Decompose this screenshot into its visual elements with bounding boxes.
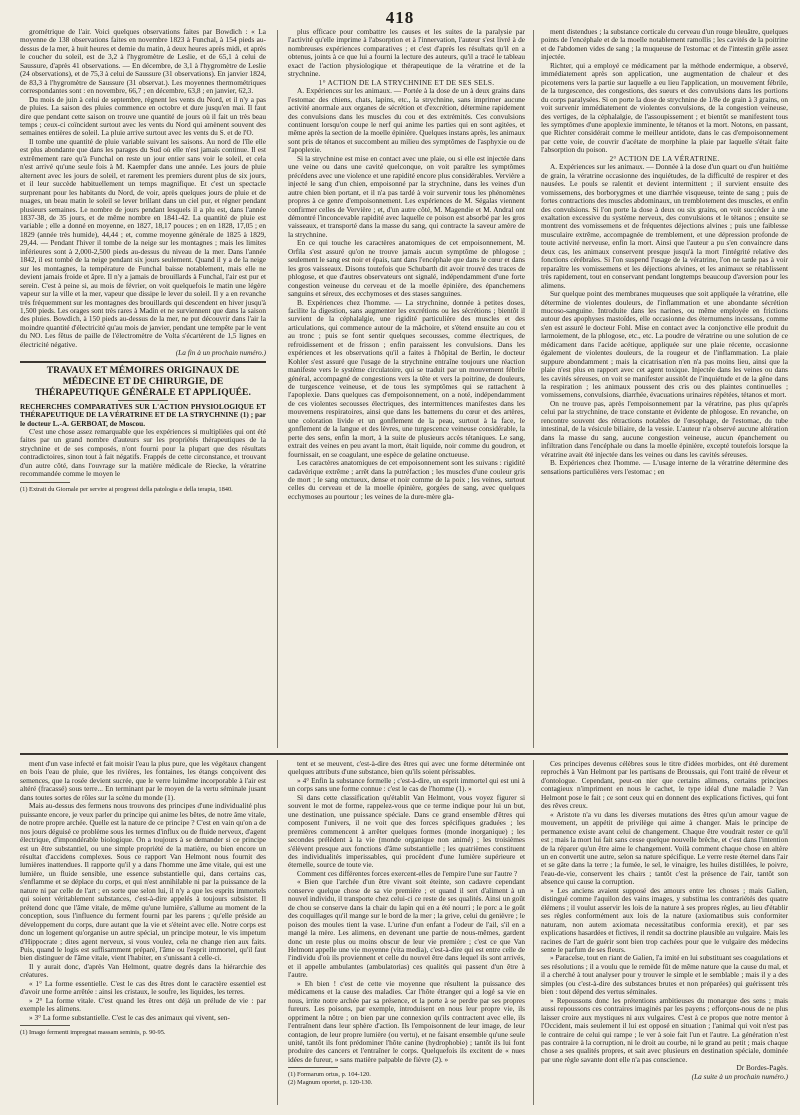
paragraph: Il y aurait donc, d'après Van Helmont, quatre degrés dans la hiérarchie des créatures. [20,961,266,980]
column-rule [533,30,534,748]
short-rule [118,400,168,401]
column-rule [277,30,278,748]
paragraph: A. Expériences sur les animaux. — Portée à la dose de un à deux grains dans l'estomac des chiens, chats, lapins, etc., la strychnine, sans imprimer aucune activité anormale aux organes de sécrétion et d'excrétion, détermine rapidement des convulsions dans les muscles du cou et des extrémités. Ces convulsions continuent lorsqu'on coupe le nerf qui anime les parties qui en sont agitées, et même après la section de la moelle épinière. Quelques instans après, les animaux sont pris de tétanos et succombent au milieu des symptômes de l'asphyxie ou de l'apoplexie. [288,86,525,155]
subsection-heading: 1° ACTION DE LA STRYCHNINE ET DE SES SELS. [318,77,495,87]
footnote-rule [20,482,70,483]
paragraph: « Aristote n'a vu dans les diverses mutations des êtres qu'un amour vague de mouvement, un appétit de privilège qui aime à changer. Mais le principe de permanence existe avant celui de changement. Chaque être voudrait rester ce qu'il est ; mais la mort lui fait sans cesse quelque nouvelle brèche, et c'est dans l'intention de la réparer qu'un être aime le changement. Voilà comment chaque chose en altère un en convertit une autre, selon sa nature spécifique. Le verre reste éternel dans l'air et se gâte dans la terre ; la fumée, le sel, le vinaigre, les huiles distillées, le poivre, l'eau-de-vie, conservent les chairs ; tantôt c'est la présence de l'air, tantôt son absence qui cause la corruption. [541,809,788,887]
paragraph: Si dans cette classification qu'établit Van Helmont, vous voyez figurer si souvent le mot de forme, rappelez-vous que ce terme indique pour lui un but, une destination, une puissance spéciale. Dans ce grand ensemble d'êtres qui composent l'univers, il ne voit que des forces spécifiques graduées ; les premières commencent à arrêter quelques formes (monde inorganique) ; les secondes prélèdent à la vie (monde organique non animé) ; les troisièmes s'élèvent presque aux fonctions d'âme substantielle ; les quatrièmes constituent des individualités imperissables, qui procèdent d'une lumière supérieure et éternelle, source de toute vie. [288,792,525,870]
paragraph: ment distendues ; la substance corticale du cerveau d'un rouge bleuâtre, quelques points de l'encéphale et de la moelle notablement ramollis ; les cavités de la poitrine et de l'abdomen vides de sang ; la muqueuse de l'estomac et de l'intestin grêle assez injectée. [541,28,788,62]
paragraph: B. Expériences chez l'homme. — La strychnine, donnée à petites doses, facilite la digestion, sans augmenter les excrétions ou les sécrétions ; bientôt il survient de la céphalalgie, une rigidité particulière des muscles et des articulations, qui commence autour de la mâchoire, et s'étend ensuite au cou et au tronc ; puis se font sentir quelques secousses, comme électriques, de refroidissement et de frisson ; enfin paraissent les convulsions. Dans les expériences et les observations qu'il a faites à l'hôpital de Berlin, le docteur Kohler s'est assuré que l'usage de la strychnine entraîne toujours une réaction manifeste vers le système circulatoire, qui se traduit par un mouvement fébrile général, accompagné de congestions vers la tête et vers la poitrine, de douleurs, de turgescence veineuse, et de tous les symptômes qui se rattachent à l'apoplexie. Dans quelques cas d'empoisonnement, on a noté, indépendamment de ces violentes secousses électriques, des intermittences manifestes dans les mouvemens respiratoires, ainsi que dans les battemens du cœur et des artères, une coloration livide et un gonflement de la peau, surtout à la face, le gonflement de la langue et des lèvres, une turgescence veineuse considérable, la perte des sens, enfin la mort, à la suite de plusieurs accès tétaniques. Le sang, extrait des veines en peu avant la mort, était liquide, noir comme du goudron, et fournissait, en se coagulant, une espèce de gelatine onctueuse. [288,297,525,459]
paragraph: Richter, qui a employé ce médicament par la méthode endermique, a observé, immédiatement après son application, une augmentation de chaleur et des picotemens vers la partie sur laquelle a eu lieu l'application, un mouvement fébrile, de la turgescence, des congestions, des sueurs et des convulsions dans les portions du corps paralysées. Si on porte la dose de strychnine de 1/8e de grain à 3 grains, on voit survenir immédiatement de violentes convulsions, de la congestion veineuse, des vertiges, de la céphalalgie, de l'assoupissement ; et bientôt se manifestent tous les symptômes d'une apoplexie imminente, le tétanos et la mort. Notons, en passant, que Richter considérait comme le meilleur antidote, dans le cas d'empoisonnement par cette voie, de couvrir d'acétate de morphine la plaie par laquelle s'était faite l'absorption du poison. [541,60,788,155]
paragraph: Sur quelque point des membranes muqueuses que soit appliquée la vératrine, elle détermine de violentes douleurs, de l'inflammation et une abondante sécrétion mucoso-sanguine. Introduite dans les narines, ou même employée en frictions autour des apophyses mastoïdes, elle occasionne des éternumens incessans, comme s'en est assuré le docteur Fohl. Mise en contact avec la conjonctive elle produit du larmoiement, de la phlogose, etc., etc. La poudre de vératrine ou une solution de ce médicament dans l'acide acétique, appliquée sur une plaie récente, occasionne également de violentes douleurs, de la rougeur et de l'inflammation. La plaie suppure abondamment ; mais la cicatrisation n'en n'a pas moins lieu, ainsi que la plaie n'est plus en rapport avec cet agent toxique. Injectée dans les veines ou dans les cavités séreuses, on voit se manifester aussitôt de l'inquiétude et de la gêne dans la respiration ; les animaux poussent des cris ou des plaintes continuelles ; vomissemens, convulsions, diarrhée, évacuations urinaires répétées, tétanos et mort. [541,289,788,400]
column-3-upper [541,28,788,750]
footnote: (1) Extrait du Giornale per servire ai progressi della patologia e della terapia, 1840. [20,485,233,493]
article-title: RECHERCHES COMPARATIVES SUR L'ACTION PHYSIOLOGIQUE ET THÉRAPEUTIQUE DE LA VÉRATRINE ET DE LA STRYCHNINE (1) ; par le docteur L.-A. GERBOAT, de Moscou. [20,401,266,428]
paragraph: Du mois de juin à celui de septembre, règnent les vents du Nord, et il n'y a pas de pluies. La saison des pluies commence en octobre et dure jusqu'en mai. Il faut dire que pendant cette saison on trouve une quantité de jours où il fait un très beau temps ; ceux-ci coïncident surtout avec les vents du Nord qui amènent souvent des semaines entières de soleil. La pluie arrive surtout avec les vents du S. et de l'O. [20,94,266,138]
paragraph: Il tombe une quantité de pluie variable suivant les saisons. Au nord de l'île elle est plus abondante que dans les parages du Sud où elle n'est jamais continue. Il est extrêmement rare qu'à Funchal on reste un jour entier sans voir le soleil, et cela n'est arrivé qu'une seule fois à M. Kaempfer dans une année. Les jours de pluie alternent avec les jours de soleil, et rarement les premiers durent plus de six jours, et il leur succède habituellement un temps magnifique. Et c'est un spectacle surprenant pour les habitants du Nord, de voir, après quelques jours de pluie et de nuages, un beau matin le soleil se lever brillant dans un ciel pur, et régner pendant plusieurs semaines. Le nombre de jours pendant lesquels il a plu est, dans l'année 1837-38, de 35 jours, et de même nombre en 1841-42. La quantité de pluie est variable ; elle a donné en moyenne, en 1827, 18,17 pouces ; en en 1828, 17,05 ; en 1829 (année très humide), 44,44 ; et, comme moyenne générale de 1825 à 1829, 29,44. — Pendant l'hiver il tombe de la neige sur les montagnes ; mais les limites inférieures sont à 2,000-2,500 pieds au-dessus du niveau de la mer. Dans l'année 1842, il est tombé de la neige pendant six jours seulement. Quand il y a de la neige sur les montagnes, la température de Funchal baisse notablement, mais elle ne devient jamais froide et âpre. Il n'y a jamais de brouillards à Funchal, l'air est pur et serein. C'est à peine si, au mois de février, on voit quelquefois le matin une légère vapeur sur la ville et la mer, vapeur que dissipe le lever du soleil. Il y a en revanche très fréquemment sur les montagnes des brouillards qui descendent en hiver jusqu'à 1,500 pieds. Les orages sont très rares à Madin et ne surviennent que dans la saison des pluies. Bowdich, à 150 pieds au-dessus de la mer, ne put découvrir dans l'air la moindre quantité d'électricité qu'au mois de janvier, pendant une tempête par le vent du NO. Les fêtus de paille de l'électromètre de Volta s'écartèrent de 1,5 lignes en électricité négative. [20,136,266,349]
paragraph: A. Expériences sur les animaux. — Donnée à la dose d'un quart ou d'un huitième de grain, la vératrine occasionne des inquiétudes, de la difficulté de respirer et des nausées. Le pouls se ralentit et devient intermittent ; il survient ensuite des vomissemens, des borborygmes et une diarrhée visqueuse, teinte de sang ; puis de fortes contractions des muscles abdominaux, un tremblotement des muscles, et enfin des convulsions. Si l'on porte la dose à deux ou six grains, on voit succéder à une exaltation excessive du système nerveux, des convulsions et le tétanos ; ensuite se montrent des vomissemens et de fréquentes déjections alvines ; puis une faiblesse musculaire extrême, accompagnée de tremblement, et une dépression profonde de toute activité nerveuse, enfin la mort. Ainsi que l'auteur a pu s'en convaincre dans deux cas, les animaux conservent presque jusqu'à la mort l'intégrité relative des fonctions cérébrales. Si l'on suspend l'usage de la vératrine, l'on ne tarde pas à voir reparaître les vomissemens et les déjections alvines, et les animaux se rétablissent très rapidement, tout en conservant pendant longtemps beaucoup d'aversion pour les alimens. [541,162,788,290]
paragraph: » Repoussons donc les prétentions ambitieuses du monarque des sens ; mais aussi repoussons ces contraires imaginés par les payens ; efforçons-nous de ne plus laisser croire aux mystiques ni aux vulgaires. C'est à ce propos que notre mentor à l'Occident, mais seulement il lui est opposé en situation ; l'animal qui voit n'est pas le contraire de celui qui rampe ; le ver à soie fait l'un et l'autre. La génération n'est pas contraire à la corruption, ni le droit au courbe, ni le grand au petit ; mais chaque chose a ses qualités propres, et sait avec plusieurs en destination spéciale, dominée par une règle savante dont elle n'a pas conscience. [541,995,788,1064]
paragraph: ment d'un vase infecté et fait moisir l'eau la plus pure, que les végétaux changent en bois l'eau de pluie, que les rivières, les fontaines, les étangs conçoivent des semences, que la rosée devient sucrée, que le verre luimême incorporable à l'air est altéré (fracassé) sous terre... En terminant par le moyen de la vertu séminale jusant dans toutes sortes de rôles sur la scène du monde (1). [20,760,266,802]
footnote-rule [288,1067,338,1068]
paragraph: » Les anciens avaient supposé des amours entre les choses ; mais Galien, distingué comme l'aquilon des vains images, y substitua les contrariétés des quatre élémens ; il voulut asservir les lois de la nature à ses propres règles, au lieu d'établir ses règles conformément aux lois de la nature (axiomatibus suis conformiter naturam, non autem axiomata necessitatibus conformia erexit), et par ses explications hasardées et fictives, il rendit sa doctrine plausible au vulgaire. Mais les racines de l'art de guérir sont bien trop cachées pour que le vulgaire des médecins sente le parfum de ses fleurs. [541,885,788,954]
paragraph: B. Expériences chez l'homme. — L'usage interne de la vératrine détermine des sensations particulières vers l'estomac ; en [541,458,788,476]
column-1-upper [20,28,266,750]
footnote: (2) Magnum oportet, p. 120-130. [288,1078,373,1086]
column-2-lower [288,760,525,1105]
paragraph: grométrique de l'air. Voici quelques observations faites par Bowdich : « La moyenne de 138 observations faites en novembre 1823 à Funchal, à 154 pieds au-dessus de la mer, à huit heures et demie du matin, à deux heures après midi, et après le coucher du soleil, est de 3,2 à l'hygromètre de Leslie, et de 65,1 à celui de Saussure, d'après 41 observations. — En décembre, de 3,1 à l'hygromètre de Leslie (24 observations), et de 75,3 à celui de Saussure (31 observations). En janvier 1824, de 83,3 à l'hygromètre de Saussure (31 observat.). Les moyennes thermométriques correspondantes sont : en novembre, 66,7 ; en décembre, 63,8 ; en janvier, 62,3. [20,28,266,96]
section-title: TRAVAUX ET MÉMOIRES ORIGINAUX DE MÉDECINE ET DE CHIRURGIE, DE THÉRAPEUTIQUE GÉNÉRALE ET APPLIQUÉE. [35,364,251,398]
paragraph: » Paracelse, tout en riant de Galien, l'a imité en lui substituant ses coagulations et ses résolutions ; il a voulu que le remède fût de même nature que la cause du mal, et il a cherché à tout analyser pour y trouver le simple et le semblable ; mais il y a des simples (ou c'est-à-dire des substances brutes et non préparées) qui guérissent très bien : tout dépend des vertus séminales. [541,953,788,997]
footnote: (1) Formarum ortus, p. 104-120. [288,1071,371,1079]
section-rule [20,361,266,363]
column-rule [277,760,278,1105]
half-page-rule [20,753,788,755]
column-1-lower [20,760,266,1105]
page-number: 418 [385,8,415,27]
paragraph: plus efficace pour combattre les causes et les suites de la paralysie par l'activité qu'elle imprime à l'absorption et à l'innervation, l'auteur s'est livré à de nombreuses expériences comparatives ; et c'est d'après les résultats qu'il en a obtenus, joints à ce que lui a fourni la lecture des auteurs, qu'il a tracé le tableau exact de l'action physiologique et thérapeutique de la vératrine et de la strychnine. [288,28,525,79]
paragraph: » 3° La forme substantielle. C'est le cas des animaux qui vivent, sen- [29,1012,230,1022]
subsection-heading: 2° ACTION DE LA VÉRATRINE. [609,153,720,163]
column-2-upper [288,28,525,750]
paragraph: « 1° La forme essentielle. C'est le cas des êtres dont le caractère essentiel est d'avoir une forme arrêtée : ainsi les cristaux, le soufre, les liquides, les terres. [20,978,266,997]
paragraph: » Eh bien ! c'est de cette vie moyenne que résultent la puissance des médicamens et la cause des maladies. Car l'hôte étranger qui a logé sa vie en nous, irrite notre archée par sa présence, et la porte à se perdre par ses propres fureurs. Les poisons, par exemple, introduisent en nous leur propre vie, ils oppriment la nôtre ; on bien par une connexion qu'ils contractent avec elle, ils l'entraînent dans leur sphère d'action. Ils l'empoisonnent de leur image, de leur contagion, de leur propre lumière (ou vertu), et ne faisant ensemble qu'une seule unité, tantôt ils font prédominer l'hôte canine (hydrophobie) ; tantôt ils lui font produire des cancers et l'entraîner le corps. Quelquefois ils excitent de « nues idées de fureur, » sans matière palpable de fièvre (2). » [288,978,525,1064]
paragraph: tent et se meuvent, c'est-à-dire des êtres qui avec une forme déterminée ont quelques attributs d'une substance, bien qu'ils soient périssables. [288,760,525,777]
paragraph: Les caractères anatomiques de cet empoisonnement sont les suivans : rigidité cadavérique extrême ; arrêt dans la putréfaction ; les muscles d'une couleur gris de mort ; le sang onctueux, dense et noir comme de la poix ; les veines, surtout celles du cerveau et de la moelle épinière, gorgées de sang, avec quelques ecchymoses au pourtour ; les veines de la dure-mère gla- [288,458,525,501]
paragraph: En ce qui touche les caractères anatomiques de cet empoisonnement, M. Orfila s'est assuré qu'on ne trouve jamais aucun symptôme de phlogose ; seulement le sang est noir et épais, tant dans l'encéphale que dans le cœur et dans les gros vaisseaux. Disons toutefois que Schubarth dit avoir trouvé des traces de phlogose, et que d'autres observateurs ont signalé, indépendamment d'une forte congestion veineuse du cerveau et de la moelle épinière, des épanchemens sanguins et séreux, des ecchymoses et des stases sanguines. [288,238,525,299]
author-signature: Dr Bordes-Pagès. [736,1063,788,1073]
paragraph: « Bien que l'archée d'un être vivant soit éteinte, son cadavre cependant conserve quelque chose de sa vie première ; et quand il sert d'aliment à un nouvel individu, il transporte chez celui-ci ce reste de ses qualités. Ainsi un goût de chou se conserve dans la chair du lapin qui en a été nourri ; le porc a le goût des coquillages qu'il mange sur le bord de la mer ; la grive, celui du genièvre ; le poison des moules tient la vase. L'urine d'un enfant a l'odeur de l'ail, s'il en a mangé la mère. Les alimens, en devenant une partie de nous-mêmes, gardent donc un reste plus ou moins obscur de leur vie première ; c'est ce que Van Helmont appelle une vie moyenne (vita media), c'est-à-dire qui est entre celle de l'individu d'où ils proviennent et celle du nouvel être dans lequel ils sont arrivés, et il appelle ambulantes (ambulatorias) ces qualités qui passent d'un être à l'autre. [288,877,525,980]
paragraph: Comment ces différentes forces exercent-elles de l'empire l'une sur l'autre ? [297,868,518,878]
paragraph: » 2° La forme vitale. C'est quand les êtres ont déjà un prélude de vie : par exemple les alimens. [20,995,266,1014]
paragraph: Ces principes devenus célèbres sous le titre d'idées morbides, ont été durement reprochés à Van Helmont par les partisans de Broussais, qui l'ont traité de rêveur et d'ontologue. Cependant, peut-on nier que certains alimens, certains principes contagieux n'impriment en nous le cachet, le type idéal d'une maladie ? Van Helmont pose le fait ; ce sont ceux qui en donnent des explications fictives, qui font des rêves creux. [541,760,788,811]
paragraph: Mais au-dessus des fermens nous trouvons des principes d'une individualité plus puissante encore, je veux parler du principe qui anime les bêtes, de notre âme vitale, de notre propre archée. Quelle est la nature de ce principe ? C'est en vain qu'on a de nos jours déguisé ce problème sous les termes d'influx ou de fluide nerveux, d'agent électrique, d'impondérable biologique. On a toujours à se demander si ce principe est un être substantiel, ou une simple propriété de la matière, ou bien encore un résultat d'accidens complexes. Sous ce rapport Van Helmont nous fournit des lumières inattendues. Il rapporte qu'il y a dans l'homme une âme vitale, qui est une lumière, un fluide sensible, une essence substantielle qui, dans certains cas, s'enflamme et se déplace du corps, et qui n'est annihilable ni par la puissance de la nature ni par celle de l'art ; en sorte que selon lui, il n'y a que les esprits immortels qui soient véritablement substances, c'est-à-dire appelés à toujours subsister. Il prétend donc que l'âme vitale, de même qu'une lumière, s'allume au moment de la conception, sous l'influence du ferment fourni par les parens ; qu'elle préside au développement du corps, dure autant que la vie et s'éteint avec elle. Notre corps est donc un logement qu'organise un autre spécial, un principe moteur, le vis impetum d'Hippocrate ; dites agent nerveux, si vous voulez, cela ne change rien aux faits. Puis, quand le logis est suffisamment préparé, l'âme ou l'esprit immortel, qu'il faut bien distinguer de l'âme vitale, vient l'habiter, en s'unissant à celle-ci. [20,801,266,963]
continuation-note: (La suite à un prochain numéro.) [691,1071,788,1081]
paragraph: » 4° Enfin la substance formelle ; c'est-à-dire, un esprit immortel qui est uni à un corps sans une forme connue : c'est le cas de l'homme (1). » [288,775,525,794]
column-rule [533,760,534,1105]
continuation-note: (La fin à un prochain numéro.) [175,348,266,358]
footnote: (1) Imago fermenti impregnat massam seminis, p. 90-95. [20,1029,166,1037]
paragraph: On ne trouve pas, après l'empoisonnement par la vératrine, pas plus qu'après celui par la strychnine, de trace constante et évidente de phlogose. En revanche, on rencontre souvent des rétractions notables de l'œsophage, de l'estomac, du tube intestinal, de la vésicule biliaire, de la vessie. L'auteur n'a observé aucune altération dans la masse du sang, aucune congestion veineuse, aucun épanchement ou infiltration dans l'encéphale ou dans la moelle épinière, excepté toutefois lorsque la vératrine avait été injectée dans les veines ou dans les cavités séreuses. [541,398,788,459]
paragraph: Si la strychnine est mise en contact avec une plaie, ou si elle est injectée dans une veine ou dans une cavité quelconque, on voit paraître les symptômes précédens avec une violence et une rapidité encore plus considérables. Vervière a injecté le sang d'un chien, empoisonné par la strychnine, dans les veines d'un autre chien bien portant, et il n'a pas tardé à voir survenir tous les phénomènes propres à ce genre d'empoisonnement. Les expériences de M. Ségalas viennent confirmer celles de Vervière ; et, d'un autre côté, M. Magendie et M. Andral ont démontré l'inconcevable rapidité avec laquelle ce poison est absorbé par les gros vaisseaux, et transporté dans la masse du sang, qui contracte la saveur amère de la strychnine. [288,153,525,239]
paragraph: C'est une chose assez remarquable que les expériences si multipliées qui ont été faites par un grand nombre d'auteurs sur les propriétés thérapeutiques de la strychnine et de ses composés, n'ont fourni pour la plupart que des résultats contradictoires, sinon tout à fait négatifs. Frappés de cette circonstance, et trouvant d'un autre côté, dans l'ouvrage sur la matière médicale de Riecke, la vératrine recommandée comme le moyen le [20,427,266,479]
footnote-rule [20,1025,70,1026]
column-3-lower [541,760,788,1105]
